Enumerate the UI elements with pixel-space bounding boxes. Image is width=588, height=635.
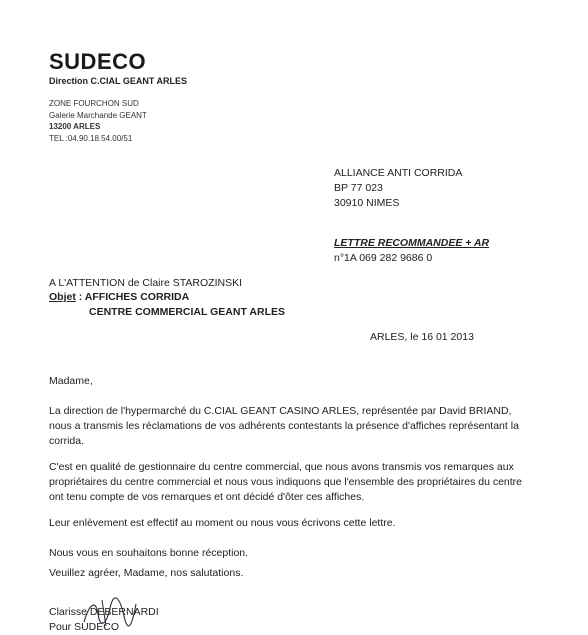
company-logo: SUDECO [49, 49, 147, 74]
sender-phone: TEL :04.90.18.54.00/51 [49, 133, 133, 143]
attention-line: A L'ATTENTION de Claire STAROZINSKI [49, 277, 242, 289]
registered-mail-block [334, 236, 489, 266]
paragraph-1-line: nous a transmis les réclamations de vos adhérents contestants la présence d'affiches représentant la [49, 420, 519, 432]
sender-city: 13200 ARLES [49, 122, 101, 131]
registered-mail-label: LETTRE RECOMMANDEE + AR [334, 237, 490, 249]
paragraph-2 [49, 460, 522, 505]
place-date: ARLES, le 16 01 2013 [370, 331, 474, 343]
recipient-name: ALLIANCE ANTI CORRIDA [334, 167, 463, 179]
recipient-box: BP 77 023 [334, 182, 383, 194]
recipient-city: 30910 NIMES [334, 197, 400, 209]
subject-block [49, 290, 285, 320]
sender-street: ZONE FOURCHON SUD [49, 99, 139, 108]
paragraph-4: Nous vous en souhaitons bonne réception. [49, 547, 249, 559]
signatory-for: Pour SUDECO [49, 621, 120, 633]
subject-line-2: CENTRE COMMERCIAL GEANT ARLES [89, 306, 286, 318]
sender-gallery: Galerie Marchande GEANT [49, 110, 147, 120]
sender-address [49, 98, 147, 144]
paragraph-1-line: corrida. [49, 435, 85, 447]
paragraph-3: Leur enlèvement est effectif au moment ou nous vous écrivons cette lettre. [49, 517, 396, 529]
registered-mail-number: n°1A 069 282 9686 0 [334, 252, 433, 264]
signature-block [49, 605, 159, 635]
recipient-address [334, 166, 462, 211]
subject-separator: : [75, 291, 85, 303]
paragraph-2-line: C'est en qualité de gestionnaire du centre commercial, que nous avons transmis vos remarques aux [49, 461, 514, 473]
paragraph-2-line: ont tenu compte de vos remarques et ont décidé d'ôter ces affiches. [49, 491, 365, 503]
paragraph-2-line: propriétaires du centre commercial et nous vous indiquons que l'ensemble des propriétaires du centre [49, 476, 523, 488]
signatory-name: Clarisse DEBERNARDI [49, 606, 159, 618]
closing-formula: Veuillez agréer, Madame, nos salutations. [49, 567, 244, 579]
paragraph-1-line: La direction de l'hypermarché du C.CIAL GEANT CASINO ARLES, représentée par David BRIAND, [49, 405, 512, 417]
salutation: Madame, [49, 375, 93, 387]
subject-label: Objet [49, 291, 76, 303]
subject-line-1: AFFICHES CORRIDA [84, 291, 190, 303]
company-direction: Direction C.CIAL GEANT ARLES [49, 76, 188, 86]
paragraph-1 [49, 404, 519, 449]
